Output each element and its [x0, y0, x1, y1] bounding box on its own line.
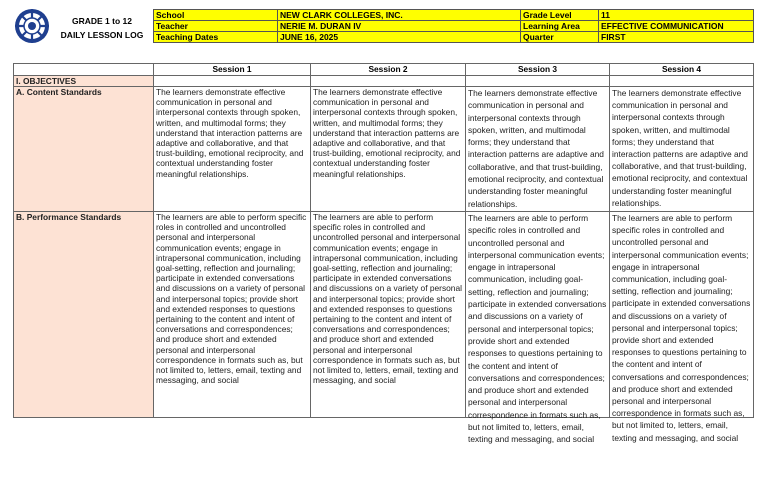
learning-area-value: EFFECTIVE COMMUNICATION	[599, 21, 754, 32]
quarter-value: FIRST	[599, 32, 754, 43]
teacher-value: NERIE M. DURAN IV	[278, 21, 521, 32]
content-standards-s2: The learners demonstrate effective communication in personal and interpersonal contexts through spoken, written, and multimodal forms; they understand that interaction patterns are adaptive and collaborative, and that trust-building, emotional reciprocity, and contextual understanding foster meaningful relationships.	[311, 87, 466, 212]
log-title-block	[52, 14, 152, 42]
performance-standards-s3: The learners are able to perform specific roles in controlled and uncontrolled personal and interpersonal communication events; engage in intrapersonal communication, including goal-setting, reflection and journaling; participate in extended conversations and discussions on a variety of personal and interpersonal topics; provide short and extended responses to questions pertaining to the content and intent of conversations and correspondences; and produce short and extended personal and interpersonal correspondence in formats such as, but not limited to, letters, email, texting and messaging, and social	[468, 213, 607, 445]
session-header-row	[14, 64, 754, 76]
lesson-log-table	[13, 63, 754, 445]
school-seal-icon	[14, 8, 50, 44]
grade-level-label: Grade Level	[521, 10, 599, 21]
quarter-label: Quarter	[521, 32, 599, 43]
log-title: DAILY LESSON LOG	[60, 30, 144, 40]
learning-area-label: Learning Area	[521, 21, 599, 32]
dates-value: JUNE 16, 2025	[278, 32, 521, 43]
header	[0, 0, 768, 52]
session-1-header: Session 1	[154, 64, 311, 76]
content-standards-label: A. Content Standards	[14, 87, 154, 212]
performance-standards-s4: The learners are able to perform specific roles in controlled and uncontrolled personal and interpersonal communication events; engage in intrapersonal communication, including goal-setting, reflection and journaling; participate in extended conversations and discussions on a variety of personal and interpersonal topics; provide short and extended responses to questions pertaining to the content and intent of conversations and correspondences; and produce short and extended personal and interpersonal correspondence in formats such as, but not limited to, letters, email, texting and messaging, and social	[612, 213, 751, 443]
session-3-header: Session 3	[466, 64, 610, 76]
session-2-header: Session 2	[311, 64, 466, 76]
performance-standards-row	[14, 212, 754, 418]
school-label: School	[154, 10, 278, 21]
performance-standards-s1: The learners are able to perform specific roles in controlled and uncontrolled personal and interpersonal communication events; engage in intrapersonal communication, including goal-setting, reflection and journaling; participate in extended conversations and discussions on a variety of personal and interpersonal topics; provide short and extended responses to questions pertaining to the content and intent of conversations and correspondences; and produce short and extended personal and interpersonal correspondence in formats such as, but not limited to, letters, email, texting and messaging, and social	[156, 212, 307, 386]
content-standards-s4: The learners demonstrate effective communication in personal and interpersonal contexts through spoken, written, and multimodal forms; they understand that interaction patterns are adaptive and collaborative, and that trust-building, emotional reciprocity, and contextual understanding foster meaningful relationships.	[610, 87, 754, 212]
session-4-header: Session 4	[610, 64, 754, 76]
grade-level-value: 11	[599, 10, 754, 21]
blank-cell	[14, 64, 154, 76]
content-standards-s3: The learners demonstrate effective communication in personal and interpersonal contexts through spoken, written, and multimodal forms; they understand that interaction patterns are adaptive and collaborative, and that trust-building, emotional reciprocity, and contextual understanding foster meaningful relationships.	[466, 87, 610, 212]
objectives-row	[14, 76, 754, 87]
performance-standards-s2: The learners are able to perform specific roles in controlled and uncontrolled personal and interpersonal communication events; engage in intrapersonal communication, including goal-setting, reflection and journaling; participate in extended conversations and discussions on a variety of personal and interpersonal topics; provide short and extended responses to questions pertaining to the content and intent of conversations and correspondences; and produce short and extended personal and interpersonal correspondence in formats such as, but not limited to, letters, email, texting and messaging, and social	[313, 212, 462, 386]
info-table	[153, 9, 754, 43]
objectives-heading: I. OBJECTIVES	[14, 76, 154, 87]
content-standards-row	[14, 87, 754, 212]
teacher-label: Teacher	[154, 21, 278, 32]
dates-label: Teaching Dates	[154, 32, 278, 43]
school-value: NEW CLARK COLLEGES, INC.	[278, 10, 521, 21]
content-standards-s1: The learners demonstrate effective communication in personal and interpersonal contexts through spoken, written, and multimodal forms; they understand that interaction patterns are adaptive and collaborative, and that trust-building, emotional reciprocity, and contextual understanding foster meaningful relationships.	[154, 87, 311, 212]
grade-title: GRADE 1 to 12	[72, 16, 132, 26]
performance-standards-label: B. Performance Standards	[14, 212, 154, 418]
